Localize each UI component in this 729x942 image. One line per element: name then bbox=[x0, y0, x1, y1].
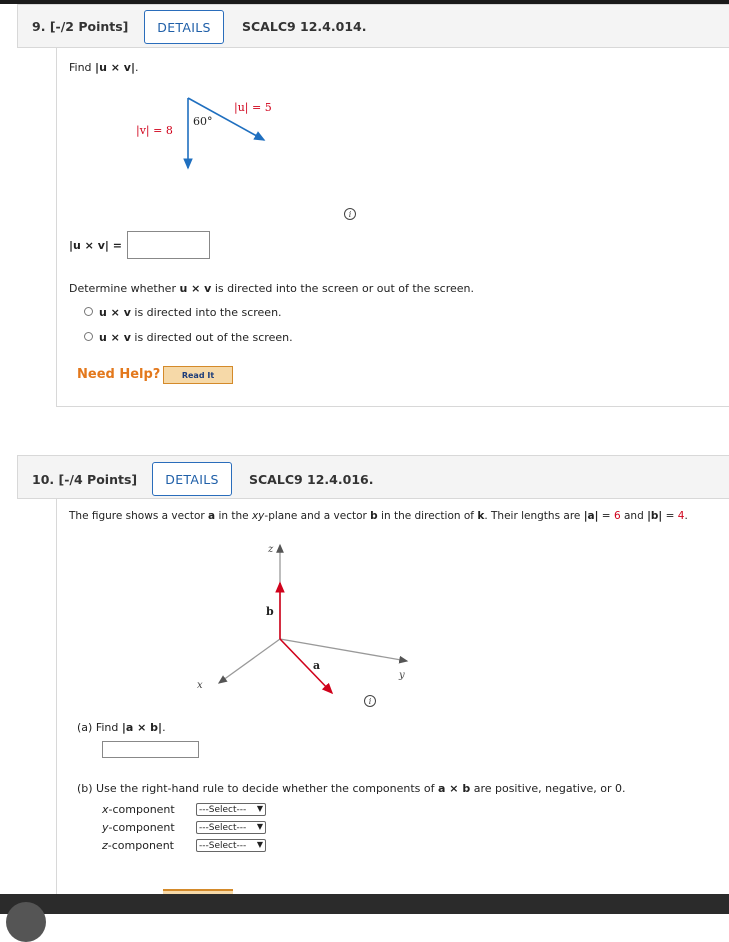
bottom-bar bbox=[0, 894, 729, 914]
q9-prompt: Find |u × v|. bbox=[69, 61, 139, 74]
z-component-select[interactable]: ---Select--- ▼ bbox=[196, 839, 266, 852]
v-length-label: |v| = 8 bbox=[136, 124, 173, 137]
q10-axes-figure bbox=[137, 539, 405, 709]
y-component-label: y-component bbox=[102, 821, 175, 834]
x-label: x bbox=[197, 680, 203, 691]
q9-need-help: Need Help? bbox=[77, 367, 161, 382]
a-label: a bbox=[313, 659, 321, 672]
q9-code: SCALC9 12.4.014. bbox=[242, 19, 367, 34]
u-length-label: |u| = 5 bbox=[234, 101, 272, 114]
x-component-label: x-component bbox=[102, 803, 175, 816]
z-component-label: z-component bbox=[102, 839, 174, 852]
q10-number: 10. [-/4 Points] bbox=[32, 472, 138, 487]
y-label: y bbox=[399, 670, 405, 681]
q9-answer-label: |u × v| = bbox=[69, 239, 122, 252]
chevron-down-icon: ▼ bbox=[256, 804, 263, 813]
q9-body bbox=[56, 48, 729, 407]
angle-label: 60° bbox=[193, 115, 213, 128]
q9-radio-out[interactable] bbox=[84, 332, 93, 341]
y-component-select[interactable]: ---Select--- ▼ bbox=[196, 821, 266, 834]
q10-part-b: (b) Use the right-hand rule to decide whether the components of a × b are positive, negative, or 0. bbox=[77, 782, 626, 795]
q9-option-into[interactable]: u × v is directed into the screen. bbox=[99, 306, 282, 319]
q9-read-it-button[interactable]: Read It bbox=[163, 366, 233, 384]
q10-part-a: (a) Find |a × b|. bbox=[77, 721, 166, 734]
q9-header bbox=[17, 4, 729, 48]
q9-radio-into[interactable] bbox=[84, 307, 93, 316]
q10-info-icon[interactable]: i bbox=[364, 695, 376, 707]
q9-direction-question: Determine whether u × v is directed into the screen or out of the screen. bbox=[69, 282, 474, 295]
chevron-down-icon: ▼ bbox=[256, 840, 263, 849]
q9-option-out[interactable]: u × v is directed out of the screen. bbox=[99, 331, 293, 344]
q10-part-a-input[interactable] bbox=[102, 741, 199, 758]
q9-number: 9. [-/2 Points] bbox=[32, 19, 129, 34]
q10-code: SCALC9 12.4.016. bbox=[249, 472, 374, 487]
z-label: z bbox=[268, 544, 274, 555]
bottom-avatar[interactable] bbox=[6, 902, 46, 942]
q9-vector-figure bbox=[127, 88, 327, 198]
q9-answer-input[interactable] bbox=[127, 231, 210, 259]
q10-body bbox=[56, 499, 729, 899]
x-component-select[interactable]: ---Select--- ▼ bbox=[196, 803, 266, 816]
q10-details-button[interactable]: DETAILS bbox=[152, 462, 232, 496]
q9-details-button[interactable]: DETAILS bbox=[144, 10, 224, 44]
x-axis bbox=[219, 639, 280, 683]
chevron-down-icon: ▼ bbox=[256, 822, 263, 831]
q10-intro: The figure shows a vector a in the xy-plane and a vector b in the direction of k. Their lengths are |a| = 6 and |b| = 4. bbox=[69, 510, 688, 522]
q9-info-icon[interactable]: i bbox=[344, 208, 356, 220]
b-label: b bbox=[266, 605, 274, 618]
q10-header bbox=[17, 455, 729, 499]
